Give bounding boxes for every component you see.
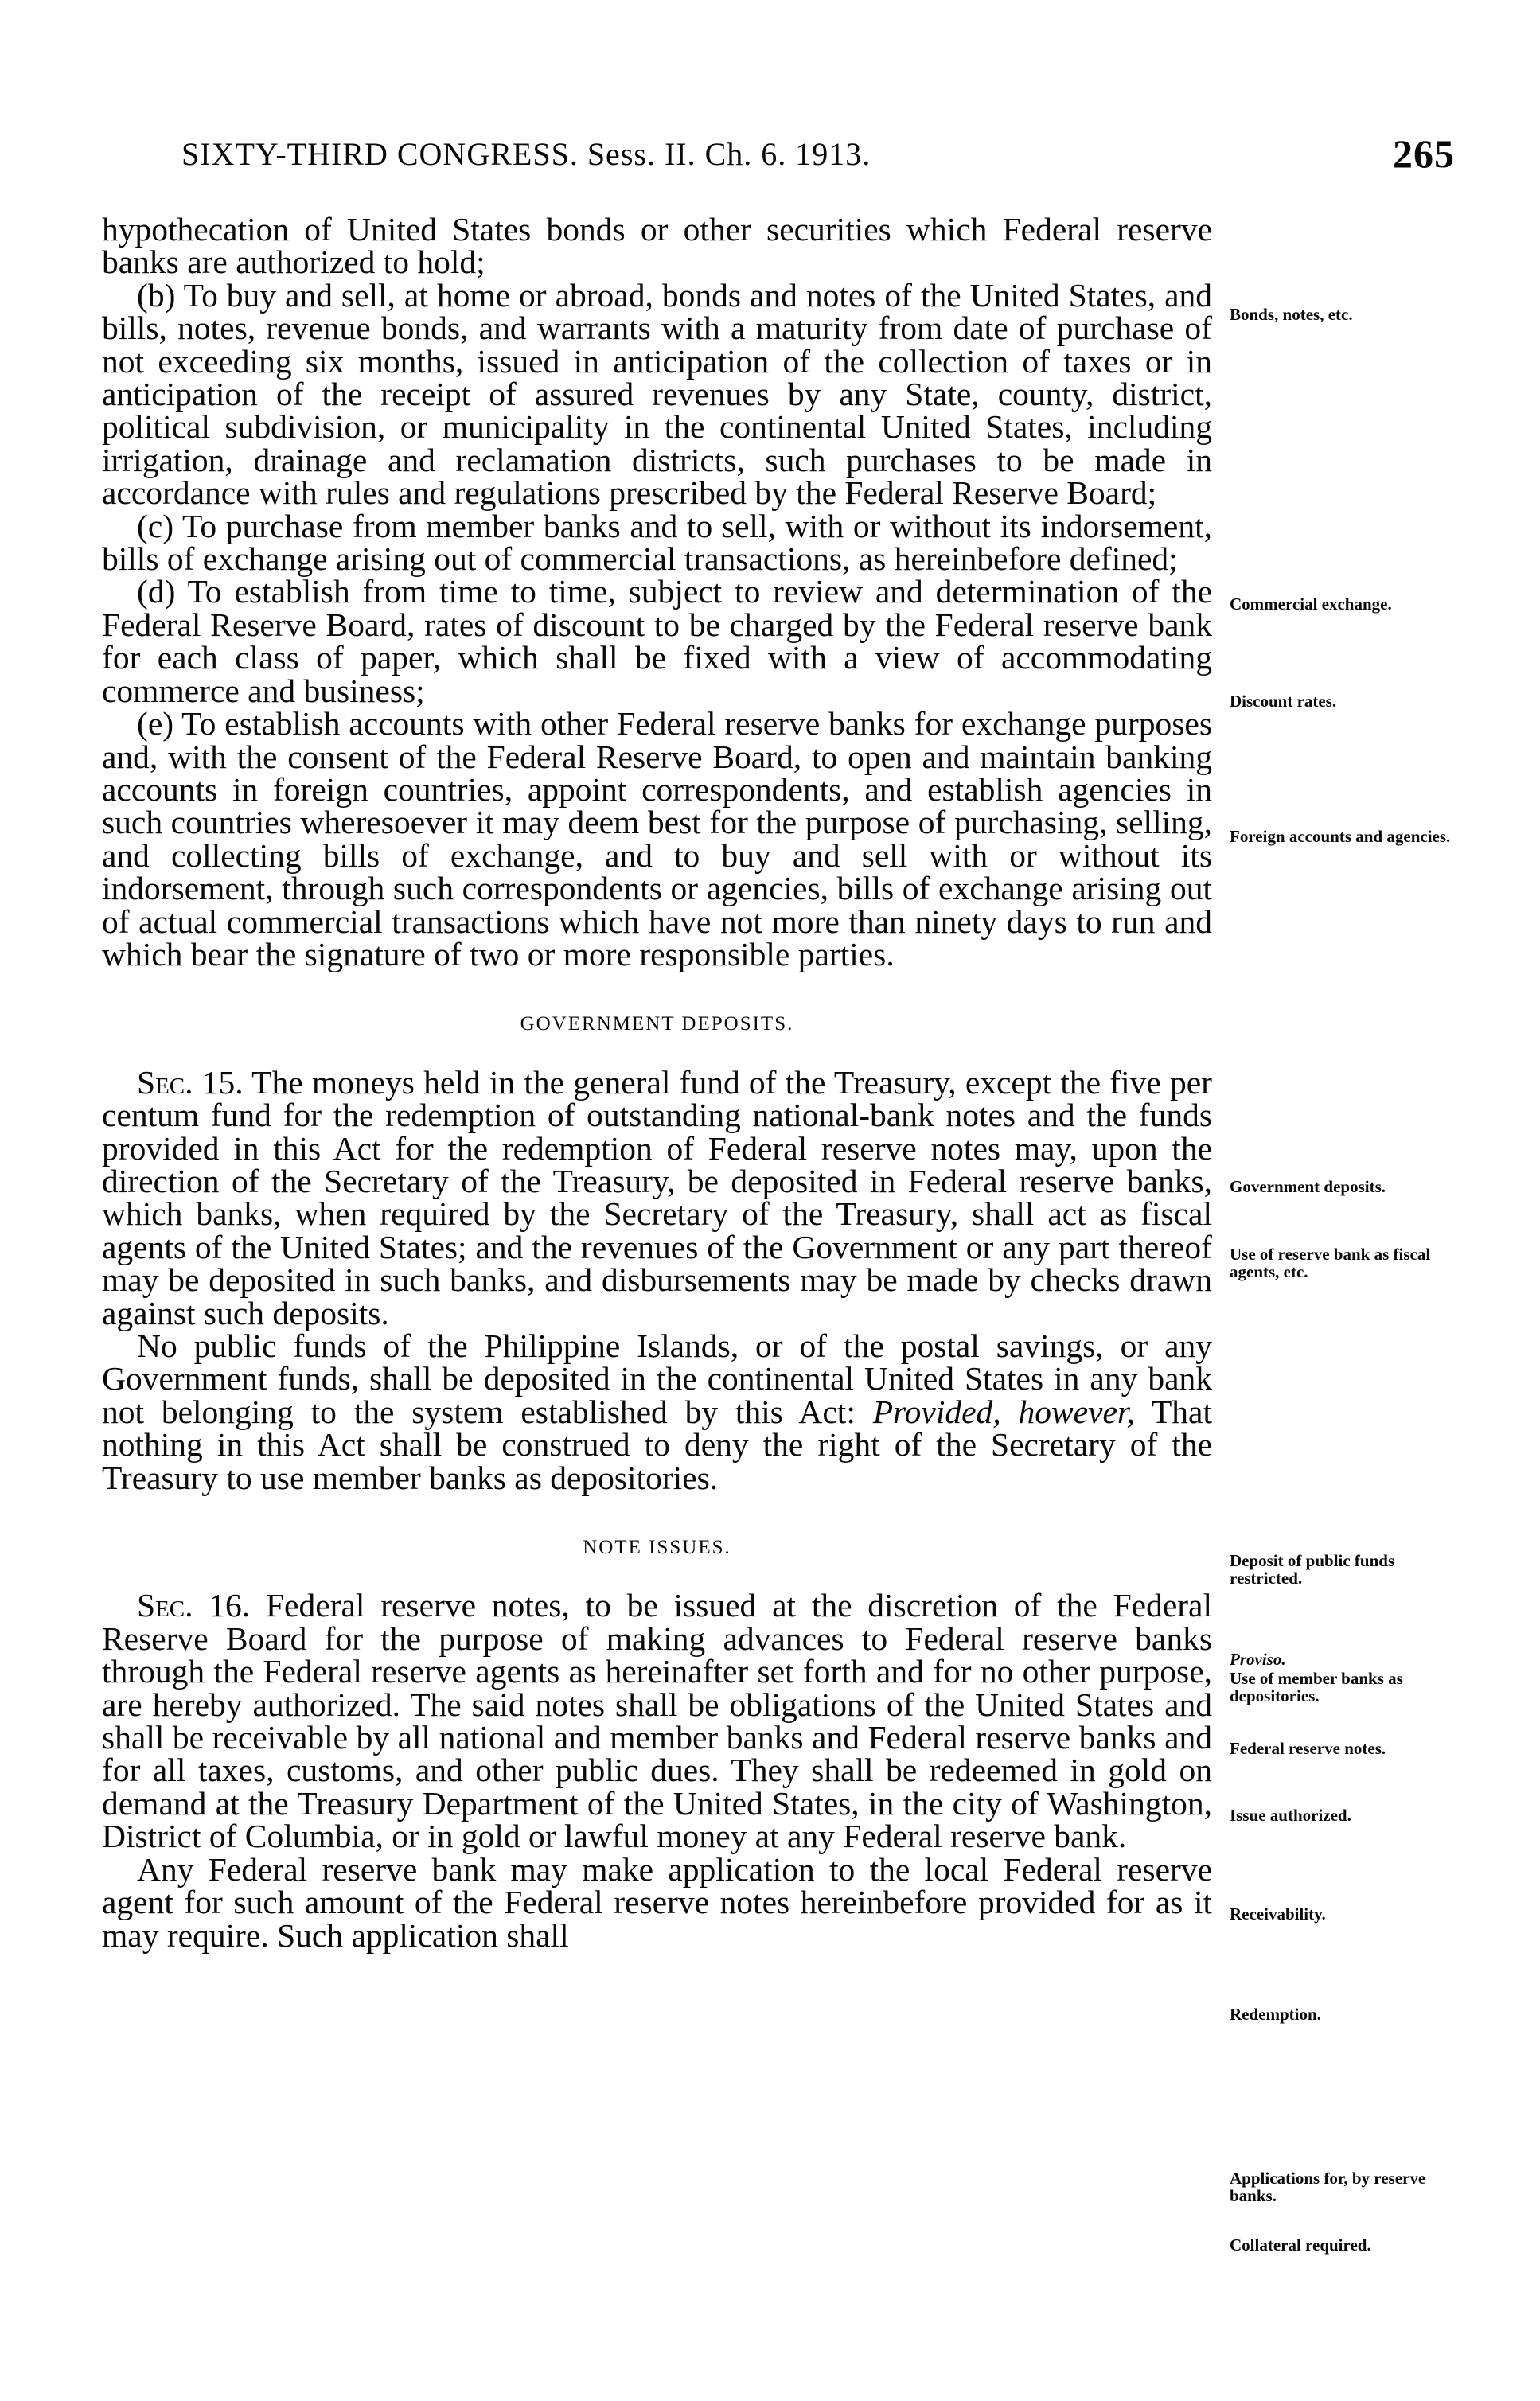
section-15-text: The moneys held in the general fund of the Treasury, except the five per centum fund for the redemption of outstanding national-bank notes and the funds provided in this Act for the redemption of Federal reserve notes may, upon the direction of the Secretary of the Treasury, be deposited in Federal reserve banks, which banks, when required by the Secretary of the Treasury, shall act as fiscal agents of the United States; and the revenues of the Government or any part thereof may be deposited in such banks, and disbursements may be made by checks drawn against such deposits. — [102, 1063, 1212, 1331]
margin-note-applications: Applications for, by reserve banks. — [1230, 2169, 1426, 2205]
heading-note-issues: NOTE ISSUES. — [583, 1537, 731, 1559]
paragraph-e-accounts: (e) To establish accounts with other Federal reserve banks for exchange purposes and, with the consent of the Federal Reserve Board, to open and maintain banking accounts in foreign countries, appoint correspondents, and establish agencies in such countries wheresoever it may deem best for the purpose of purchasing, selling, and collecting bills of exchange, and to buy and sell with or without its indorsement, through such correspondents or agencies, bills of exchange arising out of actual commercial transactions which have not more than ninety days to run and which bear the signature of two or more responsible parties. — [102, 705, 1212, 972]
running-head: SIXTY-THIRD CONGRESS. Sess. II. Ch. 6. 1913. — [181, 136, 871, 172]
margin-note-receivability: Receivability. — [1230, 1904, 1326, 1924]
margin-note-deposit-public: Deposit of public funds restricted. — [1230, 1551, 1395, 1588]
margin-note-federal-notes: Federal reserve notes. — [1230, 1739, 1386, 1758]
paragraph-hypothecation: hypothecation of United States bonds or other securities which Federal reserve banks are authorized to hold; — [102, 211, 1212, 281]
page-header — [102, 131, 1455, 191]
margin-note-use-member: Use of member banks as depositories. — [1230, 1669, 1403, 1705]
page-number: 265 — [1393, 131, 1455, 176]
section-15-label: Sec. 15. — [137, 1063, 244, 1101]
heading-government-deposits: GOVERNMENT DEPOSITS. — [520, 1013, 794, 1035]
body-text — [102, 213, 1212, 1952]
section-16-text: Federal reserve notes, to be issued at the discretion of the Federal Reserve Board for the purpose of making advances to Federal reserve banks through the Federal reserve agents as hereinafter set forth and for no other purpose, are hereby authorized. The said notes shall be obligations of the United States and shall be receivable by all national and member banks and Federal reserve banks and for all taxes, customs, and other public dues. They shall be redeemed in gold on demand at the Treasury Department of the United States, in the city of Washington, District of Columbia, or in gold or lawful money at any Federal reserve bank. — [102, 1587, 1213, 1855]
paragraph-b-bonds: (b) To buy and sell, at home or abroad, bonds and notes of the United States, and bills, notes, revenue bonds, and warrants with a maturity from date of purchase of not exceeding six months, issued in anticipation of the collection of taxes or in anticipation of the receipt of assured revenues by any State, county, district, political subdivision, or municipality in the continental United States, including irrigation, drainage and reclamation districts, such purchases to be made in accordance with rules and regulations prescribed by the Federal Reserve Board; — [102, 276, 1212, 512]
margin-note-issue: Issue authorized. — [1230, 1806, 1351, 1825]
margin-note-commercial: Commercial exchange. — [1230, 594, 1392, 614]
margin-note-fiscal-agents: Use of reserve bank as fiscal agents, etc. — [1230, 1245, 1431, 1281]
margin-note-government-deposits: Government deposits. — [1230, 1177, 1386, 1196]
paragraph-public-funds — [102, 1327, 1212, 1496]
margin-note-foreign: Foreign accounts and agencies. — [1230, 827, 1451, 846]
paragraph-c-purchase: (c) To purchase from member banks and to sell, with or without its indorsement, bills of exchange arising out of commercial transactions, as hereinbefore defined; — [102, 507, 1212, 578]
public-funds-tail: That nothing in this Act shall be construed to deny the right of the Secretary of the Treasury to use member banks as depositories. — [102, 1393, 1212, 1496]
margin-note-proviso: Proviso. — [1230, 1650, 1286, 1669]
paragraph-d-discount: (d) To establish from time to time, subject to review and determination of the Federal Reserve Board, rates of discount to be charged by the Federal reserve bank for each class of paper, which shall be fixed with a view of accommodating commerce and business; — [102, 573, 1212, 709]
margin-note-bonds: Bonds, notes, etc. — [1230, 305, 1353, 324]
public-funds-text: No public funds of the Philippine Islands, or of the postal savings, or any Government funds, shall be deposited in the continental United States in any bank not belonging to the system established by this Act: — [102, 1327, 1212, 1430]
proviso-text: Provided, however, — [872, 1393, 1135, 1430]
margin-note-discount: Discount rates. — [1230, 692, 1337, 711]
margin-note-collateral: Collateral required. — [1230, 2235, 1371, 2255]
paragraph-application: Any Federal reserve bank may make application to the local Federal reserve agent for such amount of the Federal reserve notes hereinbefore provided for as it may require. Such application shall — [102, 1850, 1212, 1954]
section-15 — [102, 1063, 1212, 1331]
section-16-label: Sec. 16. — [137, 1587, 251, 1624]
section-16 — [102, 1589, 1212, 1853]
margin-note-redemption: Redemption. — [1230, 2005, 1321, 2024]
